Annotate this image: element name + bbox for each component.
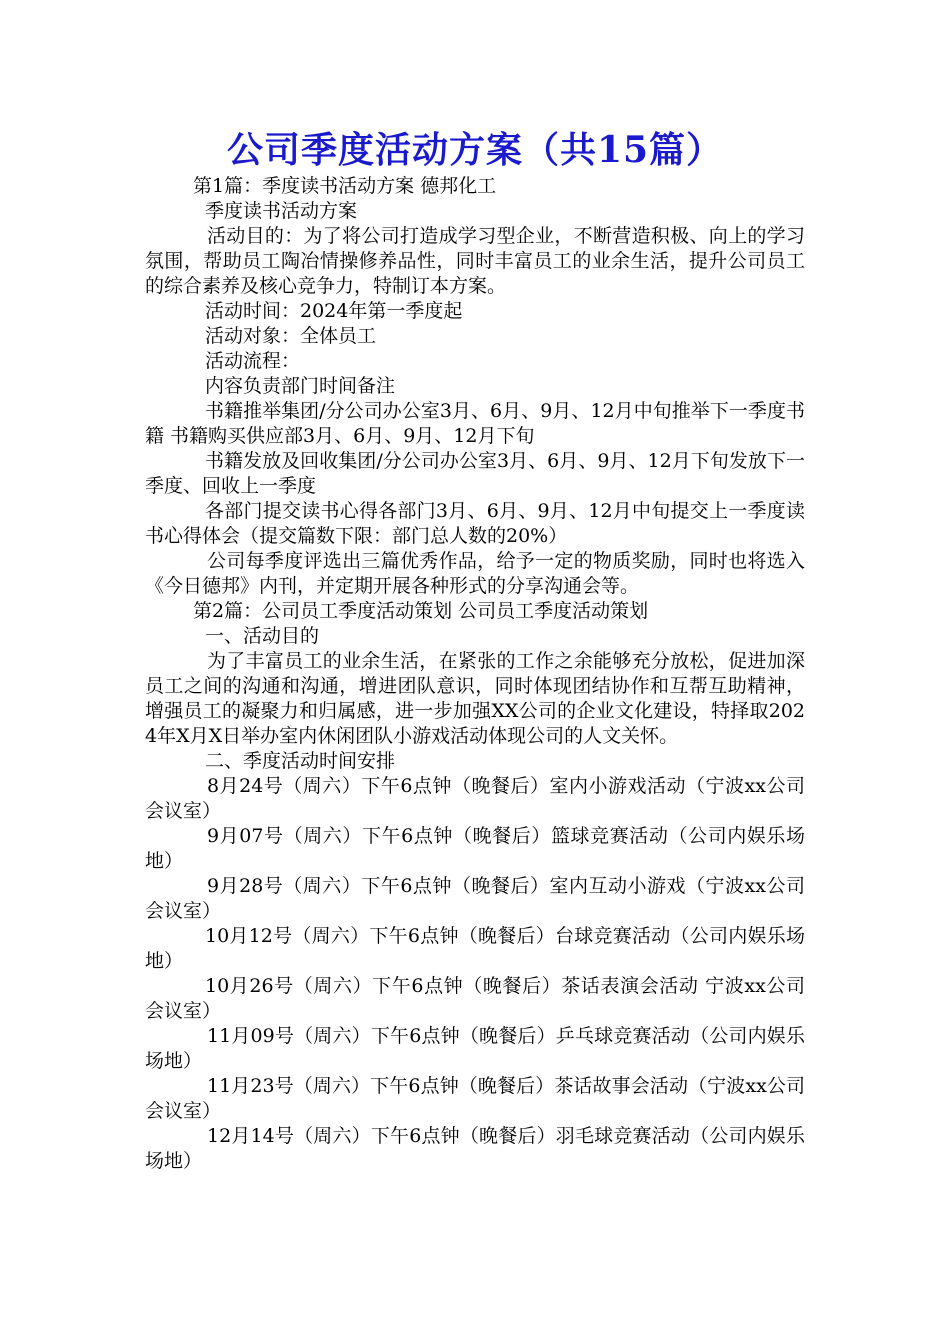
paragraph: 10月12号（周六）下午6点钟（晚餐后）台球竞赛活动（公司内娱乐场地） <box>145 925 805 972</box>
paragraph: 二、季度活动时间安排 <box>205 750 396 772</box>
paragraph: 活动目的：为了将公司打造成学习型企业，不断营造积极、向上的学习氛围，帮助员工陶冶情操修养品性，同时丰富员工的业余生活，提升公司员工的综合素养及核心竞争力，特制订本方案。 <box>145 225 805 297</box>
document-body <box>145 174 805 1174</box>
paragraph: 12月14号（周六）下午6点钟（晚餐后）羽毛球竞赛活动（公司内娱乐场地） <box>145 1125 805 1172</box>
paragraph: 10月26号（周六）下午6点钟（晚餐后）茶话表演会活动 宁波xx公司会议室） <box>145 975 805 1022</box>
paragraph: 第1篇：季度读书活动方案 德邦化工 <box>193 175 497 197</box>
paragraph: 活动时间：2024年第一季度起 <box>205 300 463 322</box>
paragraph: 内容负责部门时间备注 <box>205 375 396 397</box>
paragraph: 活动对象：全体员工 <box>205 325 377 347</box>
paragraph: 第2篇：公司员工季度活动策划 公司员工季度活动策划 <box>193 600 649 622</box>
paragraph: 书籍发放及回收集团/分公司办公室3月、6月、9月、12月下旬发放下一季度、回收上一季度 <box>145 450 805 497</box>
paragraph: 11月09号（周六）下午6点钟（晚餐后）乒乓球竞赛活动（公司内娱乐场地） <box>145 1025 805 1072</box>
paragraph: 9月07号（周六）下午6点钟（晚餐后）篮球竞赛活动（公司内娱乐场地） <box>145 825 805 872</box>
paragraph: 9月28号（周六）下午6点钟（晚餐后）室内互动小游戏（宁波xx公司会议室） <box>145 875 805 922</box>
paragraph: 书籍推举集团/分公司办公室3月、6月、9月、12月中旬推举下一季度书籍 书籍购买供应部3月、6月、9月、12月下旬 <box>145 400 805 447</box>
document-title: 公司季度活动方案（共15篇） <box>226 129 724 171</box>
paragraph: 一、活动目的 <box>205 625 320 647</box>
paragraph: 季度读书活动方案 <box>205 200 358 222</box>
paragraph: 各部门提交读书心得各部门3月、6月、9月、12月中旬提交上一季度读书心得体会（提交篇数下限：部门总人数的20%） <box>145 500 805 547</box>
paragraph: 活动流程： <box>205 350 301 372</box>
paragraph: 11月23号（周六）下午6点钟（晚餐后）茶话故事会活动（宁波xx公司会议室） <box>145 1075 805 1122</box>
paragraph: 为了丰富员工的业余生活，在紧张的工作之余能够充分放松，促进加深员工之间的沟通和沟通，增进团队意识，同时体现团结协作和互帮互助精神，增强员工的凝聚力和归属感，进一步加强XX公司的企业文化建设，特择取2024年X月X日举办室内休闲团队小游戏活动体现公司的人文关怀。 <box>145 650 805 747</box>
paragraph: 8月24号（周六）下午6点钟（晚餐后）室内小游戏活动（宁波xx公司会议室） <box>145 775 805 822</box>
paragraph: 公司每季度评选出三篇优秀作品，给予一定的物质奖励，同时也将选入《今日德邦》内刊，并定期开展各种形式的分享沟通会等。 <box>145 550 805 597</box>
